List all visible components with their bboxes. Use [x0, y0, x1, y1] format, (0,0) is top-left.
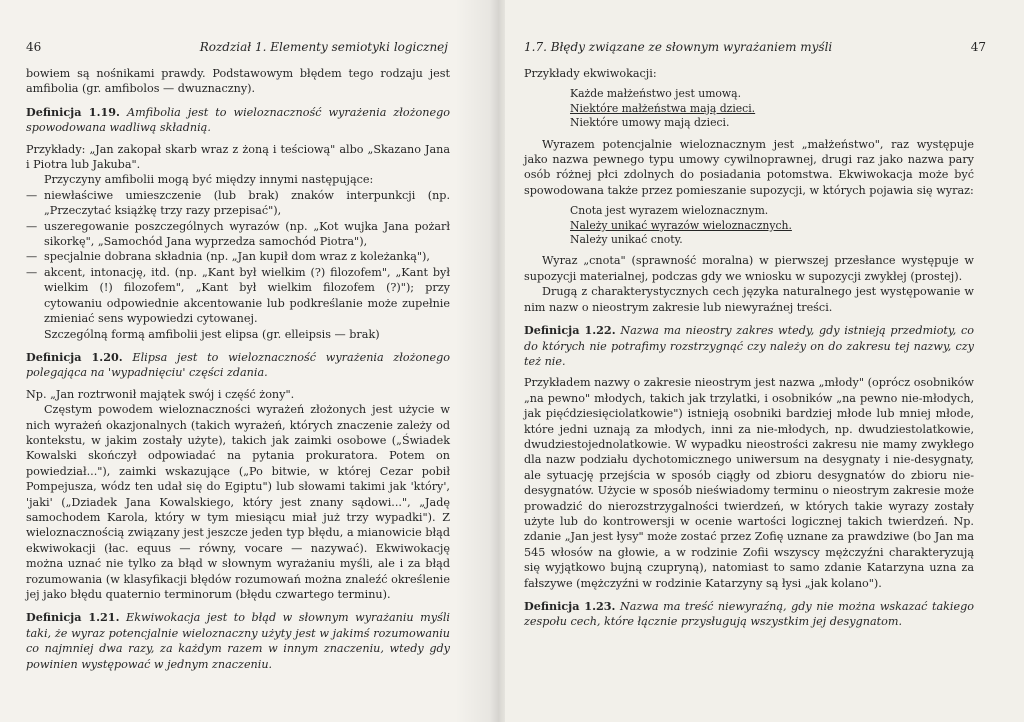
definition-1-19	[26, 105, 450, 136]
paragraph: Drugą z charakterystycznych cech języka naturalnego jest występowanie w nim nazw o nieostrym zakresie lub niewyraźnej treści.	[524, 285, 974, 314]
right-page	[498, 0, 1024, 722]
definition-text: Amfibolia jest to wieloznaczność wyrażenia złożonego spowodowana wadliwą składnią.	[26, 105, 450, 135]
ellipsis-paragraph: Szczególną formą amfibolii jest elipsa (gr. elleipsis — brak)	[44, 327, 380, 341]
definition-label: Definicja 1.22.	[524, 323, 616, 338]
premise-line: Każde małżeństwo jest umową.	[570, 87, 742, 101]
premise-line: Niektóre małżeństwa mają dzieci.	[570, 101, 756, 115]
paragraph: Wyrazem potencjalnie wieloznacznym jest „małżeństwo", raz występuje jako nazwa pewnego typu umowy cywilnoprawnej, drugi raz jako nazwa pary osób różnej płci zdolnych do posiadania potomstwa. Ekwiwokacja może być spowodowana także przez pomieszanie supozycji, w których pojawia się wyraz:	[524, 137, 974, 197]
left-running-header: Rozdział 1. Elementy semiotyki logicznej	[199, 40, 448, 54]
examples-paragraph: Przykłady: „Jan zakopał skarb wraz z żoną i teściową" albo „Skazano Jana i Piotra lub Jakuba".	[26, 142, 450, 172]
list-item: — niewłaściwe umieszczenie (lub brak) znaków interpunkcji (np. „Przeczytać książkę trzy razy przepisać"),	[26, 188, 450, 219]
conclusion-line: Należy unikać cnoty.	[570, 233, 683, 247]
causes-intro: Przyczyny amfibolii mogą być między innymi następujące:	[44, 173, 374, 187]
premise-line: Należy unikać wyrazów wieloznacznych.	[570, 218, 792, 232]
definition-text: Ekwiwokacja jest to błąd w słownym wyrażaniu myśli taki, że wyraz potencjalnie wieloznaczny użyty jest w jakimś rozumowaniu co najmniej dwa razy, za każdym razem w innym znaczeniu, wtedy gdy powinien występować w jednym znaczeniu.	[26, 611, 451, 671]
left-page	[0, 0, 498, 722]
definition-text: Elipsa jest to wieloznaczność wyrażenia złożonego polegająca na 'wypadnięciu' części zdania.	[26, 350, 451, 380]
left-page-number: 46	[26, 40, 42, 54]
examples-intro: Przykłady ekwiwokacji:	[524, 67, 657, 80]
right-running-header: 1.7. Błędy związane ze słownym wyrażaniem myśli	[524, 40, 833, 54]
definition-1-20	[26, 350, 450, 381]
list-item: — specjalnie dobrana składnia (np. „Jan kupił dom wraz z koleżanką"),	[26, 249, 450, 264]
left-content	[26, 66, 450, 672]
paragraph: Częstym powodem wieloznaczności wyrażeń złożonych jest użycie w nich wyrażeń okazjonalnych (takich wyrażeń, których znaczenie zależy od kontekstu, w jakim zostały użyte), takich jak zaimki osobowe („Świadek Kowalski skończył odpowiadać na pytania prokuratora. Potem on powiedział..."), zaimki wskazujące („Po bitwie, w której Cezar pobił Pompejusza, wódz ten udał się do Egiptu") lub słowami takimi jak 'który', 'jaki' („Dziadek Jana Kowalskiego, który jest znany sądowi...", „Jadę samochodem Karola, który w tym miesiącu miał już trzy wypadki"). Z wieloznacznością związany jest jeszcze jeden typ błędu, a mianowicie błąd ekwiwokacji (łac. equus — równy, vocare — nazywać). Ekwiwokację można uznać nie tylko za błąd w słownym wyrażaniu myśli, ale i za błąd rozumowania (w klasyfikacji błędów rozumowań można znaleźć określenie jej jako błędu quaternio terminorum (błędu czwartego terminu).	[26, 403, 450, 601]
causes-list	[26, 188, 450, 327]
definition-1-23	[524, 599, 974, 630]
definition-label: Definicja 1.20.	[26, 349, 123, 364]
syllogism-example-1	[570, 87, 974, 130]
definition-label: Definicja 1.23.	[524, 599, 616, 613]
conclusion-line: Niektóre umowy mają dzieci.	[570, 116, 730, 130]
paragraph: Wyraz „cnota" (sprawność moralna) w pierwszej przesłance występuje w supozycji materialnej, podczas gdy we wniosku w supozycji zwykłej (prostej).	[524, 254, 974, 283]
paragraph: bowiem są nośnikami prawdy. Podstawowym błędem tego rodzaju jest amfibolia (gr. amfibolos — dwuznaczny).	[26, 67, 450, 96]
definition-1-21	[26, 610, 450, 672]
definition-text: Nazwa ma treść niewyraźną, gdy nie można wskazać takiego zespołu cech, które łącznie przysługują wszystkim jej desygnatom.	[524, 600, 975, 629]
premise-line: Cnota jest wyrazem wieloznacznym.	[570, 204, 769, 218]
list-item: — akcent, intonację, itd. (np. „Kant był wielkim (?) filozofem", „Kant był wielkim (!) filozofem", „Kant był wielkim filozofem (?)"); przy cytowaniu odpowiednie akcentowanie lub podkreślanie może zupełnie zmieniać sens wypowiedzi cytowanej.	[26, 265, 450, 327]
definition-text: Nazwa ma nieostry zakres wtedy, gdy istnieją przedmioty, co do których nie potrafimy rozstrzygnąć czy należy on do zakresu tej nazwy, czy też nie.	[524, 324, 974, 368]
example-paragraph: Np. „Jan roztrwonił majątek swój i część żony".	[26, 387, 295, 401]
syllogism-example-2	[570, 204, 974, 247]
definition-label: Definicja 1.21.	[26, 610, 120, 625]
right-content	[524, 66, 974, 630]
definition-1-22	[524, 323, 974, 369]
paragraph: Przykładem nazwy o zakresie nieostrym jest nazwa „młody" (oprócz osobników „na pewno" młodych, takich jak trzylatki, i osobników „na pewno nie-młodych, jak pięćdziesięciolatkowie") istnieją osobniki bardziej młode lub mniej młode, które jedni uznają za młodych, inni za nie-młodych, np. dwudziestolatkowie, dwudziestojednolatkowie. W wypadku nieostrości zakresu nie mamy zwykłego dla nazw podziału dychotomicznego uniwersum na desygnaty i nie-desygnaty, ale sytuację przejścia w sposób ciągły od zbioru desygnatów do zbioru nie-desygnatów. Użycie w sposób nieświadomy terminu o nieostrym zakresie może prowadzić do nierozstrzygalności twierdzeń, w których takie wyrazy zostały użyte lub do kontrowersji w ocenie wartości logicznej takich twierdzeń. Np. zdanie „Jan jest łysy" może zostać przez Zofię uznane za prawdziwe (bo Jan ma 545 włosów na głowie, a w rodzinie Zofii wszyscy mężczyźni charakteryzują się wyjątkowo bujną czupryną), natomiast to samo zdanie Katarzyna uzna za fałszywe (mężczyźni w rodzinie Katarzyny są łysi „jak kolano").	[524, 376, 974, 590]
definition-label: Definicja 1.19.	[26, 104, 120, 119]
book-gutter	[455, 0, 505, 722]
list-item: — uszeregowanie poszczególnych wyrazów (np. „Kot wujka Jana pożarł sikorkę", „Samochód Jana wyprzedza samochód Piotra"),	[26, 219, 450, 250]
right-page-number: 47	[970, 40, 986, 54]
